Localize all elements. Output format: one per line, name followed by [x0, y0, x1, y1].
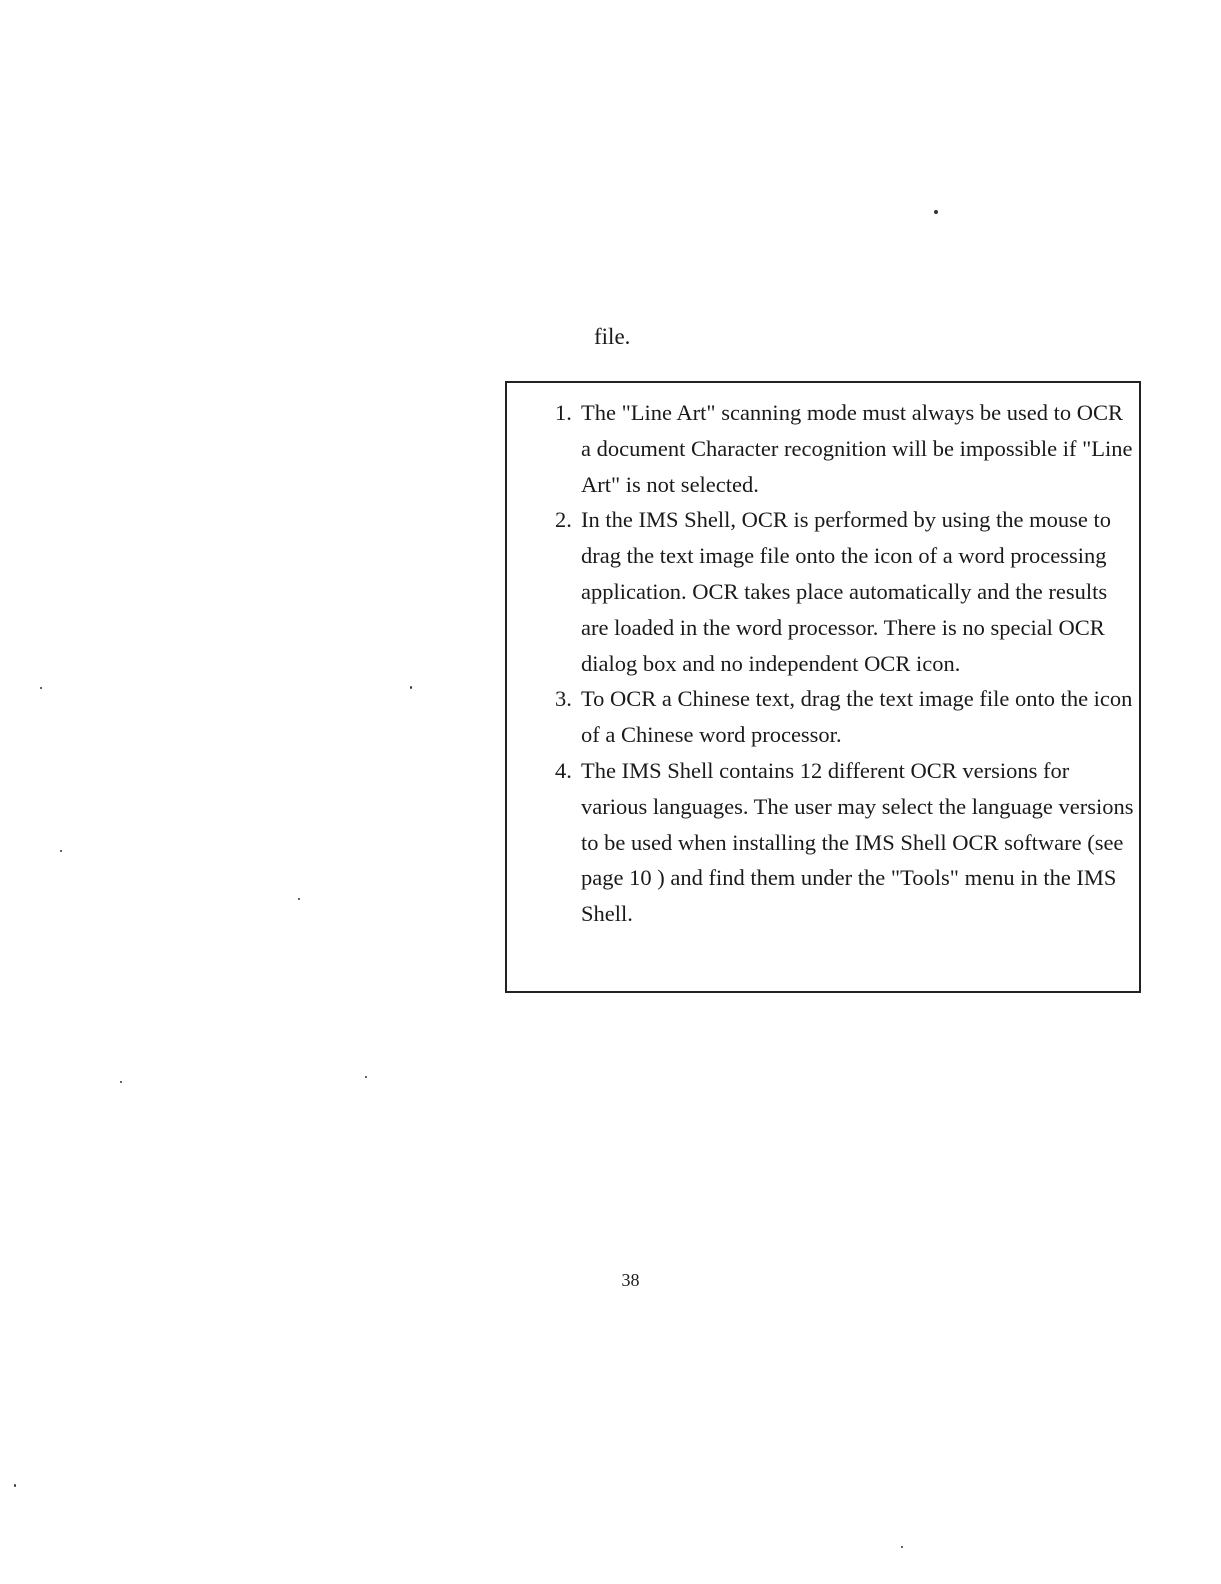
list-item-number: 4. — [555, 757, 572, 783]
list-item — [555, 753, 1135, 932]
scan-speck — [410, 686, 412, 689]
list-item — [555, 681, 1135, 753]
note-box — [505, 381, 1141, 993]
list-item-number: 1. — [555, 400, 572, 425]
list-item-text: In the IMS Shell, OCR is performed by using the mouse to drag the text image file onto the icon of a word processing application. OCR takes place automatically and the results are loaded in the word processor. There is no special OCR dialog box and no independent OCR icon. — [581, 507, 1111, 676]
scan-speck — [934, 210, 938, 214]
scan-speck — [60, 850, 62, 852]
list-item — [555, 502, 1135, 681]
list-item — [555, 395, 1135, 502]
continuation-text: file. — [594, 324, 631, 349]
page-number: 38 — [621, 1270, 640, 1290]
note-list — [555, 395, 1135, 932]
list-item-text: To OCR a Chinese text, drag the text image file onto the icon of a Chinese word processor. — [581, 686, 1133, 748]
list-item-number: 3. — [555, 686, 572, 712]
scan-speck — [365, 1076, 367, 1078]
scan-speck — [40, 687, 42, 689]
scan-speck — [14, 1484, 16, 1487]
list-item-text: The IMS Shell contains 12 different OCR versions for various languages. The user may select the language versions to be used when installing the IMS Shell OCR software (see page 10 ) and find them under the "Tools" menu in the IMS Shell. — [581, 757, 1134, 927]
list-item-text: The "Line Art" scanning mode must always be used to OCR a document Character recognition will be impossible if "Line Art" is not selected. — [581, 400, 1133, 497]
list-item-number: 2. — [555, 507, 572, 533]
scan-speck — [120, 1081, 122, 1083]
scan-speck — [298, 898, 300, 900]
scan-speck — [901, 1546, 903, 1548]
